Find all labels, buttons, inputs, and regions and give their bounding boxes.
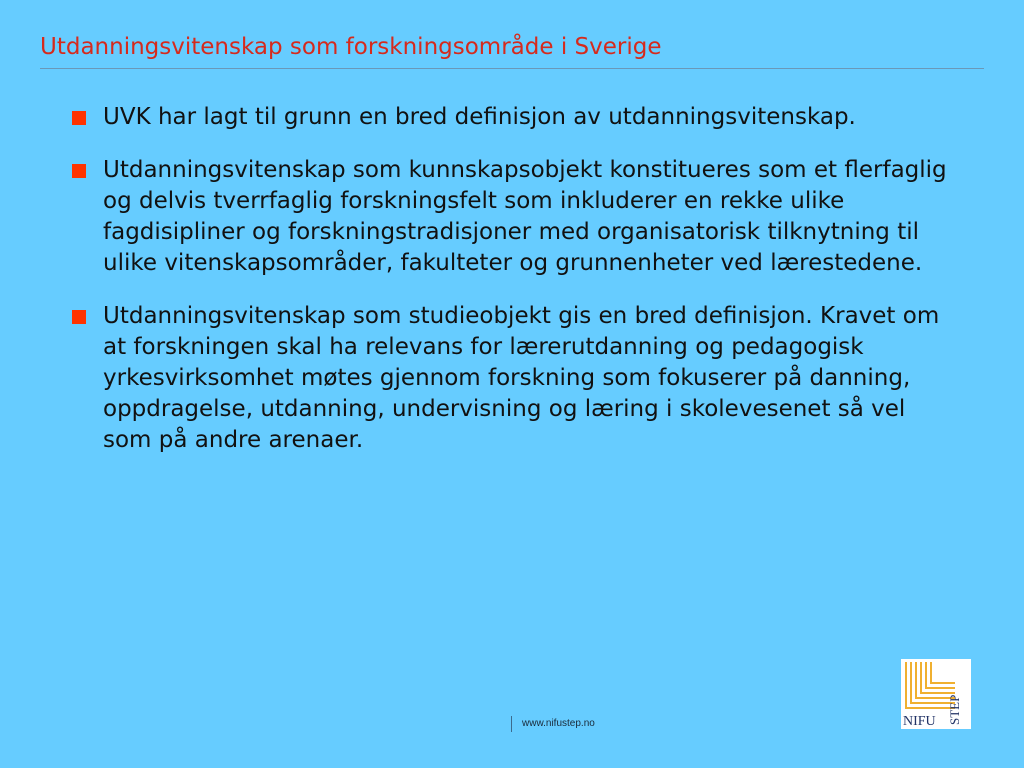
square-bullet-icon <box>72 310 86 324</box>
bullet-item <box>72 301 952 456</box>
square-bullet-icon <box>72 164 86 178</box>
bullet-item <box>72 155 952 279</box>
square-bullet-icon <box>72 111 86 125</box>
footer-divider <box>511 716 512 732</box>
title-divider <box>40 68 984 69</box>
bullet-text: Utdanningsvitenskap som kunnskapsobjekt konstitueres som et flerfaglig og delvis tverrfaglig forskningsfelt som inkluderer en rekke ulike fagdisipliner og forskningstradisjoner med organisatorisk tilknytning til ulike vitenskapsområder, fakulteter og grunnenheter ved lærestedene. <box>103 157 947 276</box>
nifu-step-logo-icon <box>901 659 971 729</box>
bullet-text: UVK har lagt til grunn en bred definisjon av utdanningsvitenskap. <box>103 104 856 130</box>
logo-text-right: STEP <box>947 694 962 725</box>
bullet-text: Utdanningsvitenskap som studieobjekt gis en bred definisjon. Kravet om at forskningen skal ha relevans for lærerutdanning og pedagogisk yrkesvirksomhet møtes gjennom forskning som fokuserer på danning, oppdragelse, utdanning, undervisning og læring i skolevesenet så vel som på andre arenaer. <box>103 303 940 453</box>
slide-title: Utdanningsvitenskap som forskningsområde i Sverige <box>40 34 662 60</box>
bullet-list <box>72 102 952 478</box>
logo-text-left: NIFU <box>903 714 936 729</box>
footer-url: www.nifustep.no <box>522 718 595 729</box>
bullet-item <box>72 102 952 133</box>
